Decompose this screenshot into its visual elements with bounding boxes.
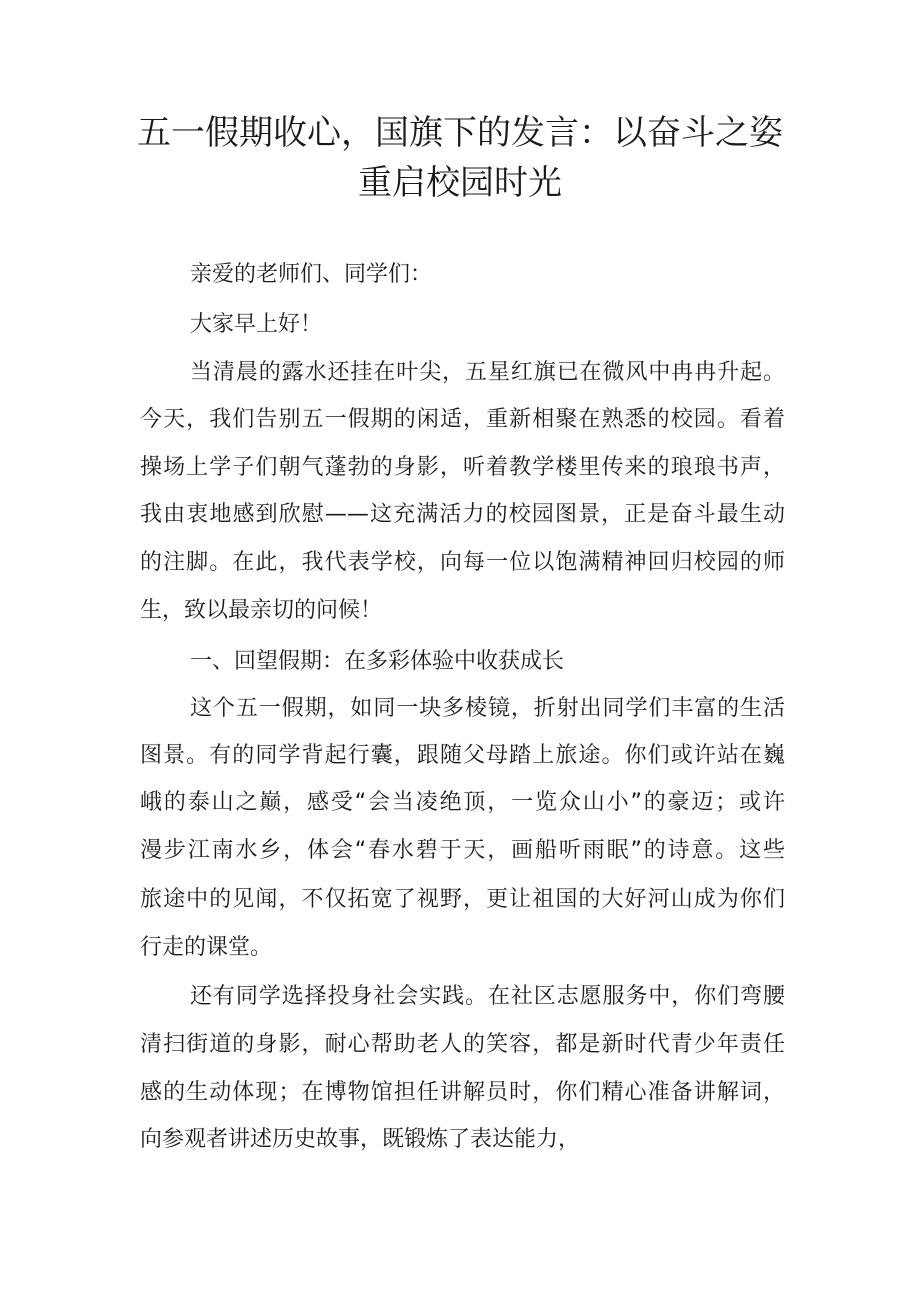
paragraph-line: 我由衷地感到欣慰——这充满活力的校园图景，正是奋斗最生动 xyxy=(140,502,785,527)
paragraph-line: 向参观者讲述历史故事，既锻炼了表达能力， xyxy=(140,1127,581,1152)
greeting: 大家早上好！ xyxy=(190,312,323,337)
paragraph-line: 的注脚。在此，我代表学校，向每一位以饱满精神回归校园的师 xyxy=(140,550,785,575)
paragraph-line: 清扫街道的身影，耐心帮助老人的笑容，都是新时代青少年责任 xyxy=(140,1032,785,1057)
paragraph-line: 当清晨的露水还挂在叶尖，五星红旗已在微风中冉冉升起。 xyxy=(190,360,785,385)
salutation: 亲爱的老师们、同学们： xyxy=(190,262,433,287)
paragraph-line: 操场上学子们朝气蓬勃的身影，听着教学楼里传来的琅琅书声， xyxy=(140,455,785,480)
document-title-line-1: 五一假期收心，国旗下的发言：以奋斗之姿 xyxy=(137,113,783,153)
paragraph-line: 峨的泰山之巅，感受“会当凌绝顶，一览众山小”的豪迈；或许 xyxy=(140,790,785,815)
paragraph-line: 生，致以最亲切的问候！ xyxy=(140,598,383,623)
paragraph-line: 旅途中的见闻，不仅拓宽了视野，更让祖国的大好河山成为你们 xyxy=(140,887,785,912)
paragraph-line: 漫步江南水乡，体会“春水碧于天，画船听雨眠”的诗意。这些 xyxy=(140,838,785,863)
paragraph-line: 行走的课堂。 xyxy=(140,935,273,960)
paragraph-line: 今天，我们告别五一假期的闲适，重新相聚在熟悉的校园。看着 xyxy=(140,407,785,432)
section-heading: 一、回望假期：在多彩体验中收获成长 xyxy=(190,649,565,674)
paragraph-line: 还有同学选择投身社会实践。在社区志愿服务中，你们弯腰 xyxy=(190,984,785,1009)
paragraph-line: 图景。有的同学背起行囊，跟随父母踏上旅途。你们或许站在巍 xyxy=(140,743,785,768)
document-title-line-2: 重启校园时光 xyxy=(358,163,562,203)
paragraph-line: 这个五一假期，如同一块多棱镜，折射出同学们丰富的生活 xyxy=(190,696,785,721)
paragraph-line: 感的生动体现；在博物馆担任讲解员时，你们精心准备讲解词， xyxy=(140,1080,785,1105)
